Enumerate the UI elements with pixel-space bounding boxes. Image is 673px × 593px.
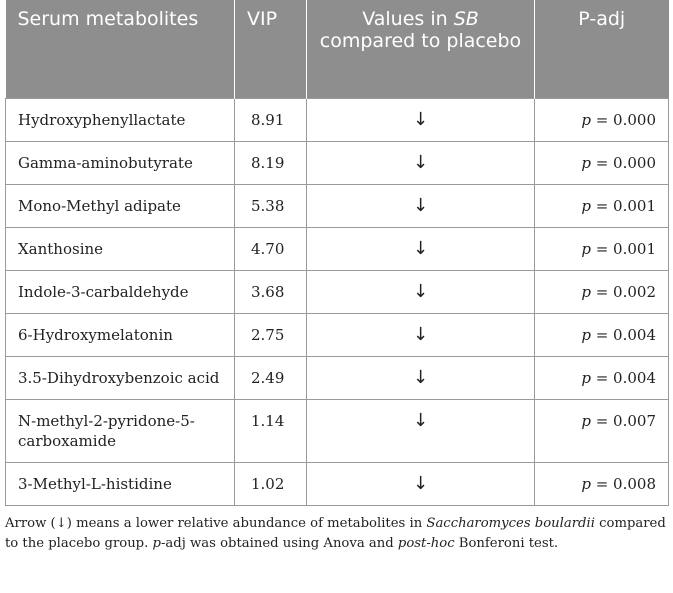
down-arrow-icon: ↓ (307, 399, 535, 462)
metabolite-name: Gamma-aminobutyrate (6, 141, 235, 184)
table-row (6, 141, 669, 184)
table-row (6, 356, 669, 399)
vip-value: 2.49 (235, 356, 307, 399)
vip-value: 2.75 (235, 313, 307, 356)
caption-part2: compared to the placebo group. (5, 515, 666, 551)
vip-value: 3.68 (235, 270, 307, 313)
metabolite-name: 6-Hydroxymelatonin (6, 313, 235, 356)
caption-part4: Bonferoni test. (454, 535, 559, 551)
metabolite-name: Indole-3-carbaldehyde (6, 270, 235, 313)
vip-value: 5.38 (235, 184, 307, 227)
header-row (6, 0, 669, 98)
padj-value (535, 184, 669, 227)
vip-value: 1.14 (235, 399, 307, 462)
p-number: = 0.002 (590, 282, 656, 301)
table-row (6, 313, 669, 356)
p-number: = 0.001 (590, 239, 656, 258)
p-number: = 0.004 (590, 368, 656, 387)
table-row (6, 270, 669, 313)
header-values-prefix: Values in (362, 8, 454, 30)
p-number: = 0.001 (590, 196, 656, 215)
p-variable: p (581, 153, 591, 172)
table-row (6, 184, 669, 227)
p-variable: p (581, 196, 591, 215)
table-row (6, 462, 669, 505)
padj-value (535, 141, 669, 184)
metabolites-table (5, 0, 669, 506)
metabolite-name: Xanthosine (6, 227, 235, 270)
p-number: = 0.000 (590, 110, 656, 129)
table-container (5, 0, 668, 554)
vip-value: 4.70 (235, 227, 307, 270)
vip-value: 1.02 (235, 462, 307, 505)
caption-species: Saccharomyces boulardii (426, 515, 595, 531)
header-vip: VIP (235, 0, 307, 98)
down-arrow-icon: ↓ (307, 462, 535, 505)
p-number: = 0.007 (590, 411, 656, 430)
p-variable: p (581, 474, 591, 493)
vip-value: 8.91 (235, 98, 307, 141)
metabolite-name: 3.5-Dihydroxybenzoic acid (6, 356, 235, 399)
table-row (6, 98, 669, 141)
down-arrow-icon: ↓ (307, 313, 535, 356)
padj-value (535, 227, 669, 270)
padj-value (535, 313, 669, 356)
table-row (6, 399, 669, 462)
down-arrow-icon: ↓ (307, 98, 535, 141)
metabolite-name: 3-Methyl-L-histidine (6, 462, 235, 505)
padj-value (535, 98, 669, 141)
caption-part1: Arrow (↓) means a lower relative abundance of metabolites in (5, 515, 427, 531)
down-arrow-icon: ↓ (307, 270, 535, 313)
header-metabolites: Serum metabolites (6, 0, 235, 98)
metabolite-name: Mono-Methyl adipate (6, 184, 235, 227)
p-variable: p (581, 282, 591, 301)
padj-value (535, 270, 669, 313)
metabolite-name: N-methyl-2-pyridone-5-carboxamide (6, 399, 235, 462)
p-variable: p (581, 239, 591, 258)
padj-value (535, 399, 669, 462)
p-variable: p (581, 368, 591, 387)
table-row (6, 227, 669, 270)
padj-value (535, 356, 669, 399)
down-arrow-icon: ↓ (307, 184, 535, 227)
header-padj: P-adj (535, 0, 669, 98)
header-values (307, 0, 535, 98)
caption-padj: p (152, 535, 161, 551)
p-number: = 0.004 (590, 325, 656, 344)
padj-value (535, 462, 669, 505)
down-arrow-icon: ↓ (307, 356, 535, 399)
p-variable: p (581, 110, 591, 129)
p-number: = 0.000 (590, 153, 656, 172)
p-number: = 0.008 (590, 474, 656, 493)
table-caption (5, 514, 668, 554)
down-arrow-icon: ↓ (307, 227, 535, 270)
header-values-suffix: compared to placebo (319, 30, 522, 52)
metabolite-name: Hydroxyphenyllactate (6, 98, 235, 141)
down-arrow-icon: ↓ (307, 141, 535, 184)
vip-value: 8.19 (235, 141, 307, 184)
p-variable: p (581, 411, 591, 430)
p-variable: p (581, 325, 591, 344)
caption-posthoc: post-hoc (397, 535, 455, 551)
caption-part3: -adj was obtained using Anova and (160, 535, 398, 551)
header-values-sb: SB (453, 8, 479, 30)
